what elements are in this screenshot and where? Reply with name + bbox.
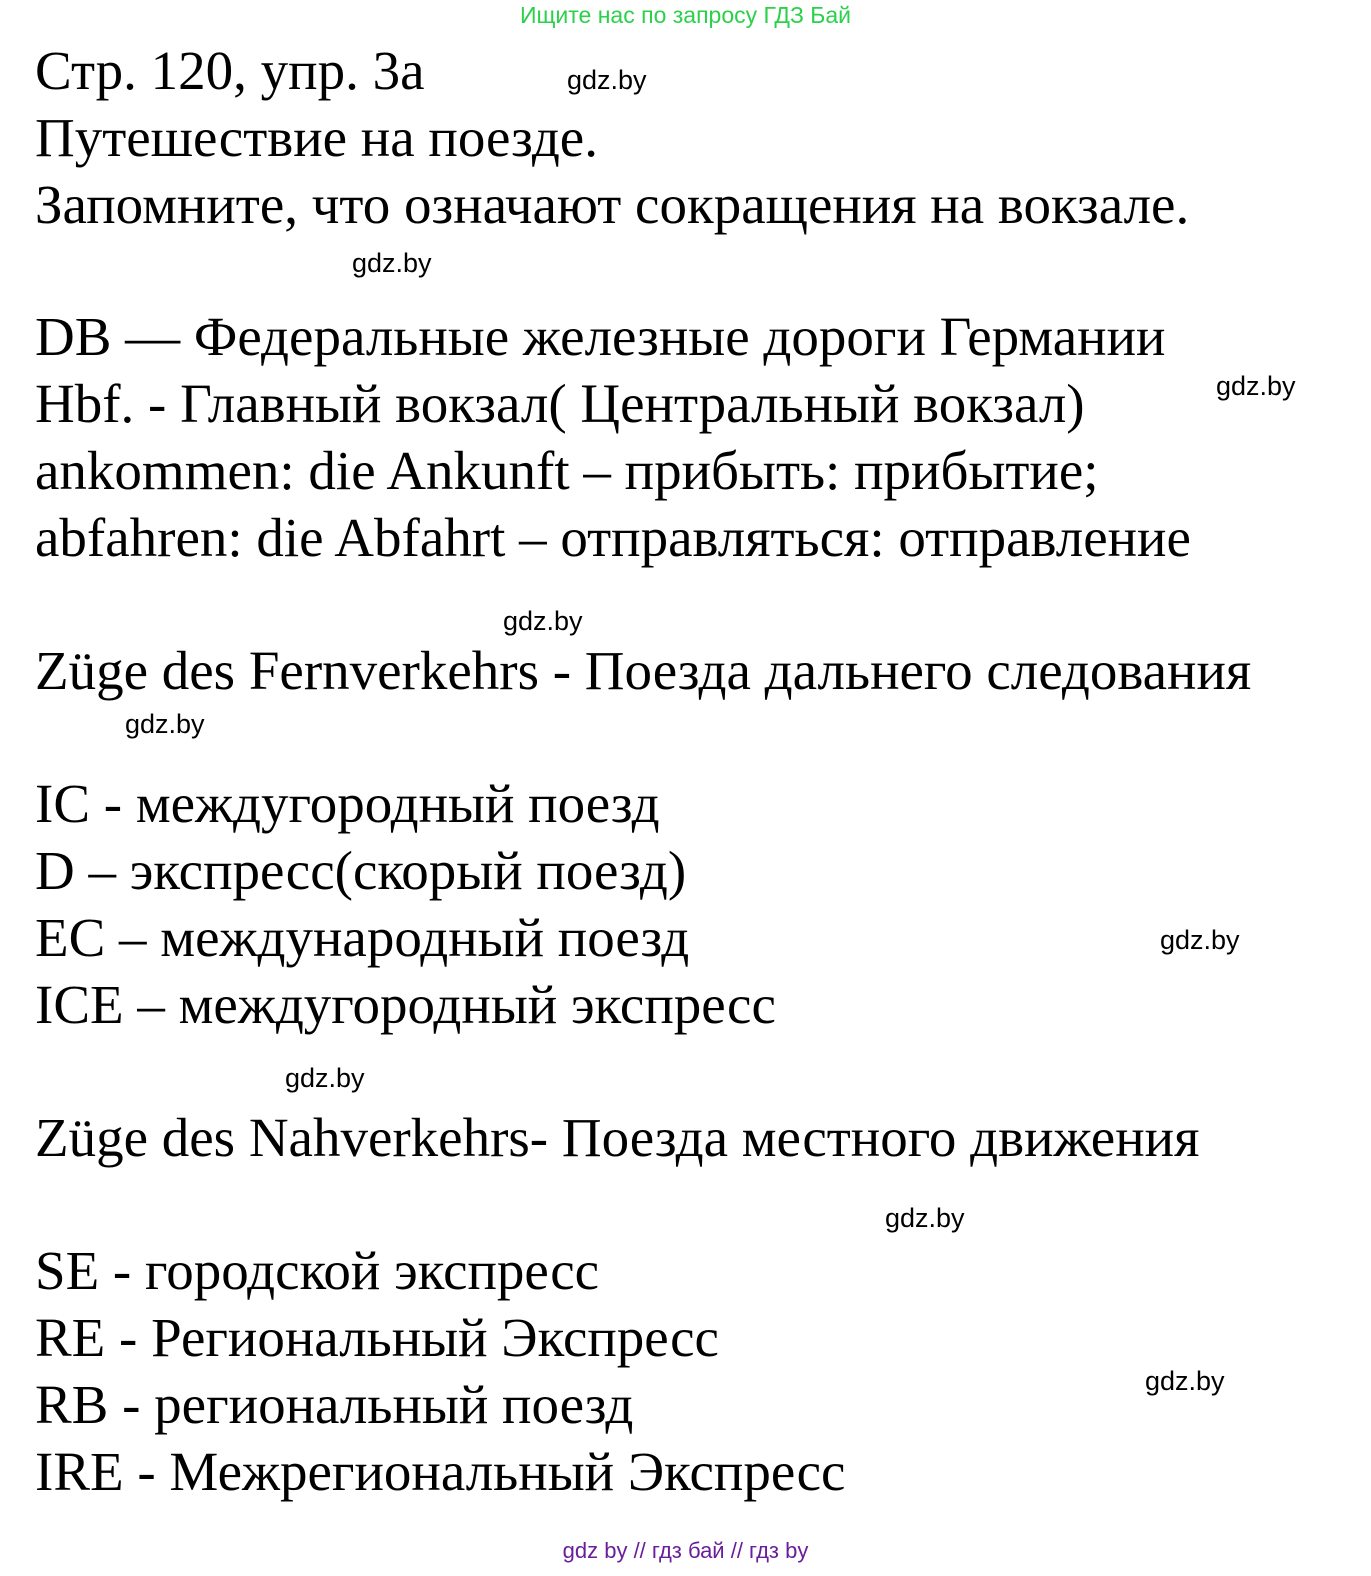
watermark: gdz.by (125, 709, 205, 739)
watermark: gdz.by (1145, 1366, 1225, 1396)
local-item-rb: RB - региональный поезд (35, 1374, 634, 1435)
long-distance-item-ic: IC - междугородный поезд (35, 773, 660, 834)
watermark: gdz.by (352, 248, 432, 278)
local-item-re: RE - Региональный Экспресс (35, 1307, 719, 1368)
long-distance-heading: Züge des Fernverkehrs - Поезда дальнего следования (35, 640, 1252, 701)
page-title: Путешествие на поезде. (35, 107, 598, 168)
abbreviation-hbf: Hbf. - Главный вокзал( Центральный вокзал) (35, 373, 1085, 434)
watermark: gdz.by (885, 1203, 965, 1233)
long-distance-item-d: D – экспресс(скорый поезд) (35, 840, 687, 901)
long-distance-item-ice: ICE – междугородный экспресс (35, 974, 776, 1035)
watermark: gdz.by (503, 606, 583, 636)
local-heading: Züge des Nahverkehrs- Поезда местного движения (35, 1107, 1200, 1168)
instruction: Запомните, что означают сокращения на вокзале. (35, 174, 1190, 235)
local-item-ire: IRE - Межрегиональный Экспресс (35, 1441, 846, 1502)
abbreviation-abfahrt: abfahren: die Abfahrt – отправляться: отправление (35, 507, 1191, 568)
abbreviation-ankunft: ankommen: die Ankunft – прибыть: прибытие; (35, 440, 1099, 501)
watermark: gdz.by (1216, 371, 1296, 401)
abbreviation-db: DB — Федеральные железные дороги Германии (35, 306, 1166, 367)
watermark: gdz.by (1160, 925, 1240, 955)
footer-links[interactable]: gdz by // гдз бай // гдз by (562, 1538, 809, 1563)
local-item-se: SE - городской экспресс (35, 1240, 600, 1301)
long-distance-item-ec: EC – международный поезд (35, 907, 690, 968)
page-reference: Стр. 120, упр. 3а (35, 40, 425, 101)
top-banner[interactable]: Ищите нас по запросу ГДЗ Бай (519, 2, 852, 28)
watermark: gdz.by (567, 65, 647, 95)
watermark: gdz.by (285, 1063, 365, 1093)
